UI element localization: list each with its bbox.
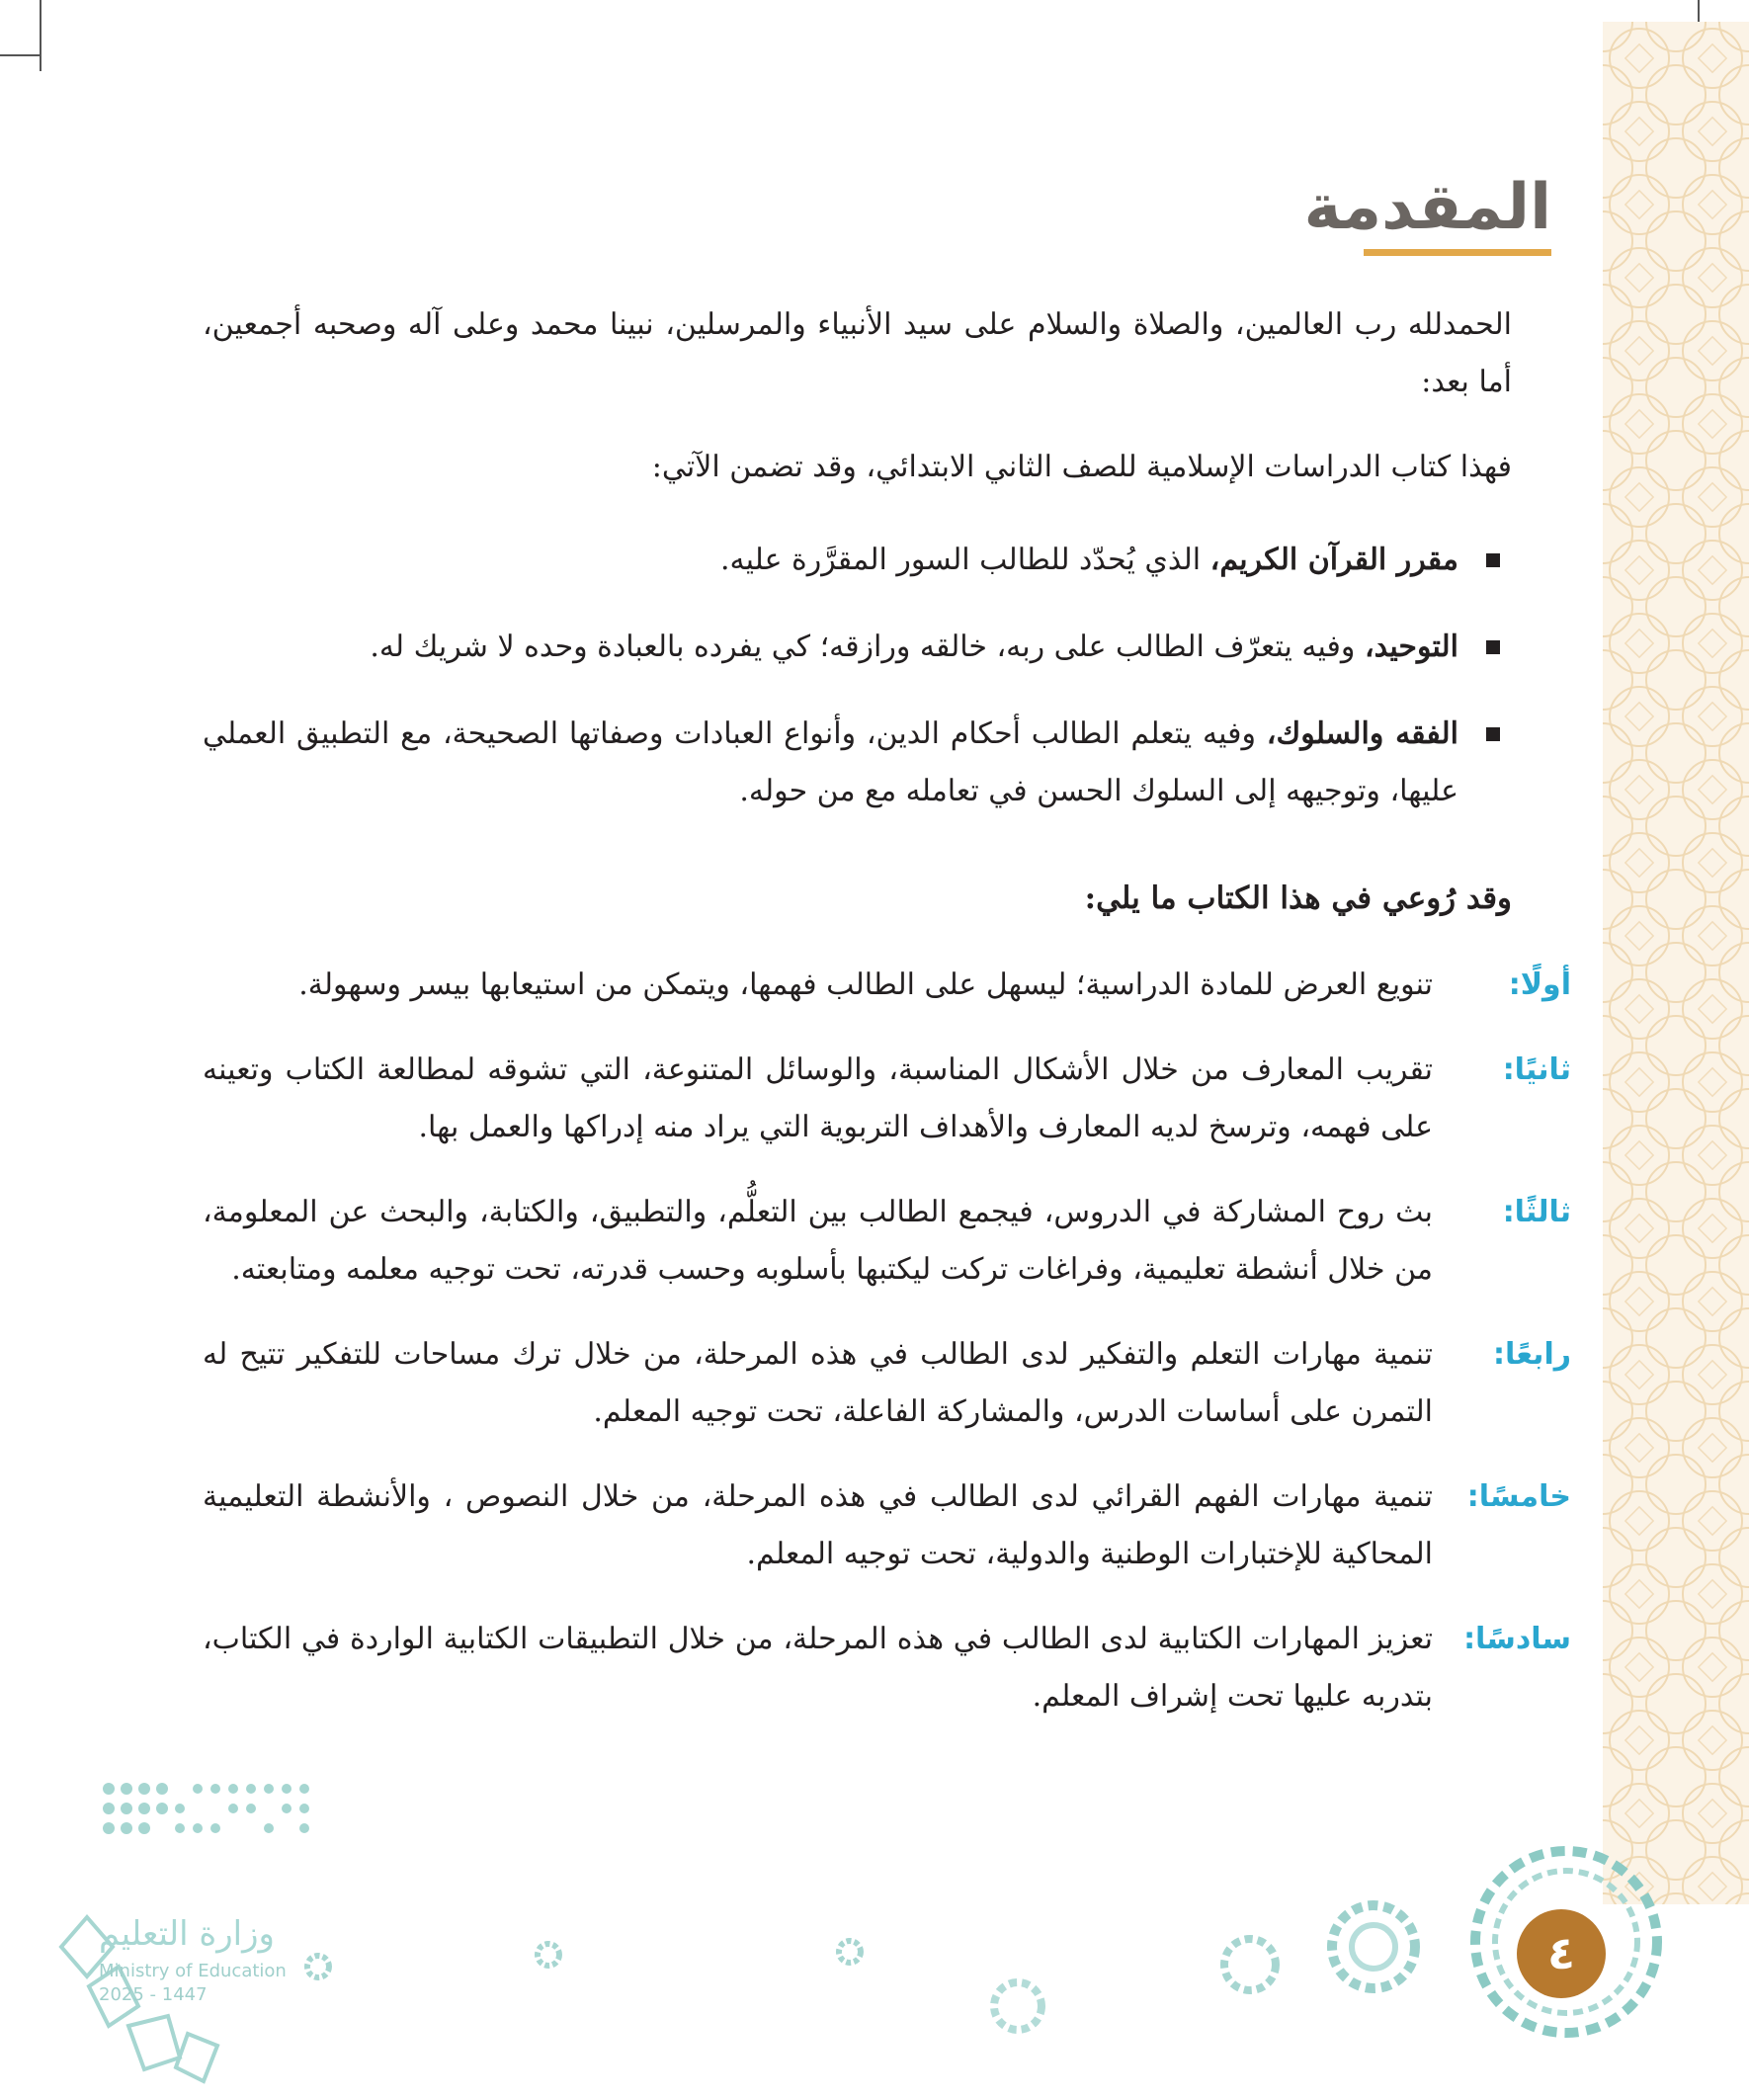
consideration-text: تقريب المعارف من خلال الأشكال المناسبة، والوسائل المتنوعة، التي تشوقه لمطالعة الكتاب وتعينه على فهمه، وترسخ لديه المعارف والأهداف التربوية التي يراد منه إدراكها والعمل بها. [203,1052,1433,1144]
considerations-heading: وقد رُوعي في هذا الكتاب ما يلي: [1084,881,1512,916]
list-item [203,619,1512,676]
square-bullet-icon [1486,727,1500,741]
consideration-text: بث روح المشاركة في الدروس، فيجمع الطالب بين التعلُّم، والتطبيق، والكتابة، والبحث عن المعلومة، من خلال أنشطة تعليمية، وفراغات تركت ليكتبها بأسلوبه وحسب قدرته، تحت توجيه معلمه ومتابعته. [203,1195,1433,1287]
ordinal-label: سادسًا: [1463,1622,1571,1656]
tiny-rosette-icon [538,1944,559,1966]
medium-rosette-icon [1332,1905,1415,1988]
ministry-name-ar: وزارة التعليم [99,1914,275,1954]
small-rosette-icon [1224,1939,1276,1990]
list-item [203,706,1512,820]
square-bullet-icon [1486,640,1500,654]
ordinal-label: أولًا: [1508,967,1571,1002]
consideration-text: تنمية مهارات التعلم والتفكير لدى الطالب في هذه المرحلة، من خلال ترك مساحات للتفكير تتيح له التمرن على أساسات الدرس، والمشاركة الفاعلة، تحت توجيه المعلم. [203,1337,1433,1429]
square-bullet-icon [1486,553,1500,567]
bullet-text: وفيه يتعلم الطالب أحكام الدين، وأنواع العبادات وصفاتها الصحيحة، مع التطبيق العملي عليها، وتوجيهه إلى السلوك الحسن في تعامله مع من حوله. [203,716,1458,808]
ordinal-label: رابعًا: [1492,1337,1571,1372]
ministry-year: 2025 - 1447 [99,1984,208,2005]
consideration-item [203,1326,1571,1441]
ordinal-label: ثانيًا: [1502,1052,1571,1087]
consideration-item [203,1611,1571,1725]
consideration-item [203,1184,1571,1299]
book-intro-paragraph: فهذا كتاب الدراسات الإسلامية للصف الثاني الابتدائي، وقد تضمن الآتي: [651,450,1512,484]
consideration-text: تنويع العرض للمادة الدراسية؛ ليسهل على الطالب فهمها، ويتمكن من استيعابها بيسر وسهولة. [298,967,1433,1002]
bullet-term: التوحيد، [1364,630,1458,664]
geometric-pattern-icon [1603,22,1749,1904]
intro-content [203,296,1571,1753]
page-header [1303,171,1551,256]
consideration-item [203,1469,1571,1583]
crop-mark [0,54,40,56]
bullet-term: مقرر القرآن الكريم، [1209,543,1458,577]
list-item [203,532,1512,589]
ministry-name-en: Ministry of Education [99,1961,287,1981]
title-underline [1364,249,1551,256]
consideration-item [203,1042,1571,1156]
ordinal-label: خامسًا: [1466,1479,1571,1514]
consideration-text: تعزيز المهارات الكتابية لدى الطالب في هذه المرحلة، من خلال التطبيقات الكتابية الواردة في الكتاب، بتدربه عليها تحت إشراف المعلم. [203,1622,1433,1714]
page-title: المقدمة [1303,171,1551,244]
tiny-rosette-icon [839,1941,861,1963]
small-rosette-icon [994,1982,1041,2030]
bullet-text: الذي يُحدّد للطالب السور المقرَّرة عليه. [720,543,1210,577]
page-number-badge: ٤ [1517,1909,1606,1998]
opening-paragraph: الحمدلله رب العالمين، والصلاة والسلام على سيد الأنبياء والمرسلين، نبينا محمد وعلى آله وصحبه أجمعين، أما بعد: [203,307,1512,399]
side-pattern-band [1603,22,1749,1904]
crop-mark [40,0,42,71]
curriculum-list [203,532,1512,820]
ordinal-label: ثالثًا: [1502,1195,1571,1229]
consideration-text: تنمية مهارات الفهم القرائي لدى الطالب في هذه المرحلة، من خلال النصوص ، والأنشطة التعليمية المحاكية للإختبارات الوطنية والدولية، تحت توجيه المعلم. [203,1479,1433,1571]
bullet-term: الفقه والسلوك، [1266,716,1458,751]
bullet-text: وفيه يتعرّف الطالب على ربه، خالقه ورازقه؛ كي يفرده بالعبادة وحده لا شريك له. [370,630,1365,664]
consideration-item [203,957,1571,1014]
